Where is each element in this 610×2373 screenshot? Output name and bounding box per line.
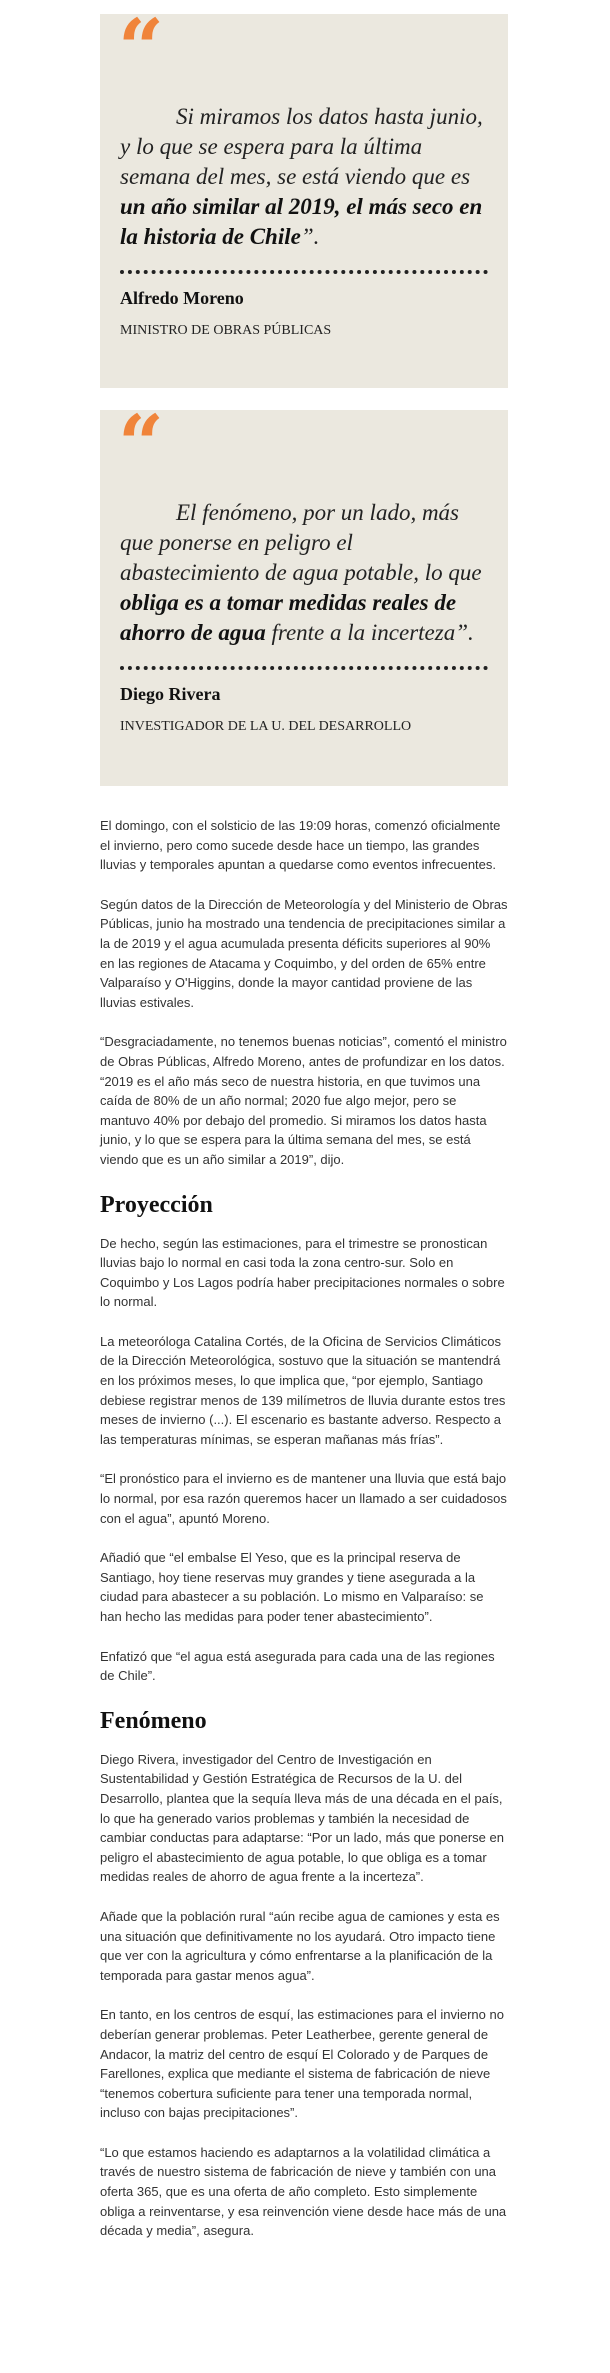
article-paragraph: Enfatizó que “el agua está asegurada para cada una de las regiones de Chile”. [100,1648,495,1684]
quote-card-moreno [100,1,508,388]
quote-author-name: Diego Rivera [120,684,221,704]
quote-mark-icon: “ [118,397,159,491]
quote-author-name: Alfredo Moreno [120,288,244,308]
quote-author-role: MINISTRO DE OBRAS PÚBLICAS [120,323,332,338]
article-paragraph: “Desgraciadamente, no tenemos buenas noticias”, comentó el ministro de Obras Públicas, Alfredo Moreno, antes de profundizar en los datos. “2019 es el año más seco de nuestra historia, en que tuvimos una caída de 80% de un año normal; 2020 fue algo mejor, pero se mantuvo 40% por debajo del promedio. Si miramos los datos hasta junio, y lo que se espera para la última semana del mes, se está viendo que es un año similar a 2019”, dijo. [100,1034,507,1167]
quote-mark-icon: “ [118,1,159,95]
quote-text: Si miramos los datos hasta junio, y lo que se espera para la última semana del mes, se está viendo que es un año similar al 2019, el más seco en la historia de Chile”. [120,104,483,249]
dotted-divider [120,270,488,274]
quote-card-rivera [100,397,508,786]
section-heading-fenomeno: Fenómeno [100,1707,207,1734]
section-heading-proyeccion: Proyección [100,1191,213,1218]
dotted-divider [120,666,488,670]
article-body [100,816,508,2241]
article-paragraph: Añade que la población rural “aún recibe agua de camiones y esta es una situación que definitivamente no los ayudará. Otro impacto tiene que ver con la agricultura y cómo enfrentarse a la planificación de la temporada para gastar menos agua”. [100,1908,500,1983]
article-paragraph: El domingo, con el solsticio de las 19:09 horas, comenzó oficialmente el invierno, pero como sucede desde hace un tiempo, las grandes lluvias y temporales apuntan a quedarse como eventos infrecuentes. [100,818,501,873]
article-paragraph: “Lo que estamos haciendo es adaptarnos a la volatilidad climática a través de nuestro sistema de fabricación de nieve y también con una oferta 365, que es una oferta de año completo. Esto simplemente obliga a reinventarse, y esa reinvención viene desde hace más de una década y media”, asegura. [100,2144,507,2239]
quote-text: El fenómeno, por un lado, más que ponerse en peligro el abastecimiento de agua potable, lo que obliga es a tomar medidas reales de ahorro de agua frente a la incerteza”. [120,500,482,645]
article-paragraph: La meteoróloga Catalina Cortés, de la Oficina de Servicios Climáticos de la Dirección Meteorológica, sostuvo que la situación se mantendrá en los próximos meses, lo que implica que, “por ejemplo, Santiago debiese registrar menos de 139 milímetros de lluvia durante estos tres meses de invierno (...). El escenario es bastante adverso. Respecto a las temperaturas mínimas, se esperan mañanas más frías”. [100,1333,506,1447]
article-column [100,1,508,2241]
article-paragraph: “El pronóstico para el invierno es de mantener una lluvia que está bajo lo normal, por esa razón queremos hacer un llamado a ser cuidadosos con el agua”, apuntó Moreno. [100,1471,507,1526]
article-paragraph: Según datos de la Dirección de Meteorología y del Ministerio de Obras Públicas, junio ha mostrado una tendencia de precipitaciones similar a la de 2019 y el agua acumulada presenta déficits superiores al 90% en las regiones de Atacama y Coquimbo, y del orden de 65% entre Valparaíso y O'Higgins, donde la mayor cantidad proviene de las lluvias estivales. [100,896,508,1010]
quote-author-role: INVESTIGADOR DE LA U. DEL DESARROLLO [120,719,412,734]
article-paragraph: De hecho, según las estimaciones, para el trimestre se pronostican lluvias bajo lo normal en casi toda la zona centro-sur. Solo en Coquimbo y Los Lagos podría haber precipitaciones normales o sobre lo normal. [100,1235,505,1310]
article-paragraph: En tanto, en los centros de esquí, las estimaciones para el invierno no deberían generar problemas. Peter Leatherbee, gerente general de Andacor, la matriz del centro de esquí El Colorado y de Parques de Farellones, explica que mediante el sistema de fabricación de nieve “tenemos cobertura suficiente para tener una temporada normal, incluso con bajas precipitaciones”. [100,2007,504,2121]
article-paragraph: Diego Rivera, investigador del Centro de Investigación en Sustentabilidad y Gestión Estratégica de Recursos de la U. del Desarrollo, plantea que la sequía lleva más de una década en el país, lo que ha generado varios problemas y también la necesidad de cambiar conductas para adaptarse: “Por un lado, más que ponerse en peligro el abastecimiento de agua potable, lo que obliga es a tomar medidas reales de ahorro de agua frente a la incerteza”. [100,1751,504,1885]
article-paragraph: Añadió que “el embalse El Yeso, que es la principal reserva de Santiago, hoy tiene reservas muy grandes y tiene asegurada a la ciudad para abastecer a su población. Lo mismo en Valparaíso: se han hecho las medidas para poder tener abastecimiento”. [100,1550,484,1624]
